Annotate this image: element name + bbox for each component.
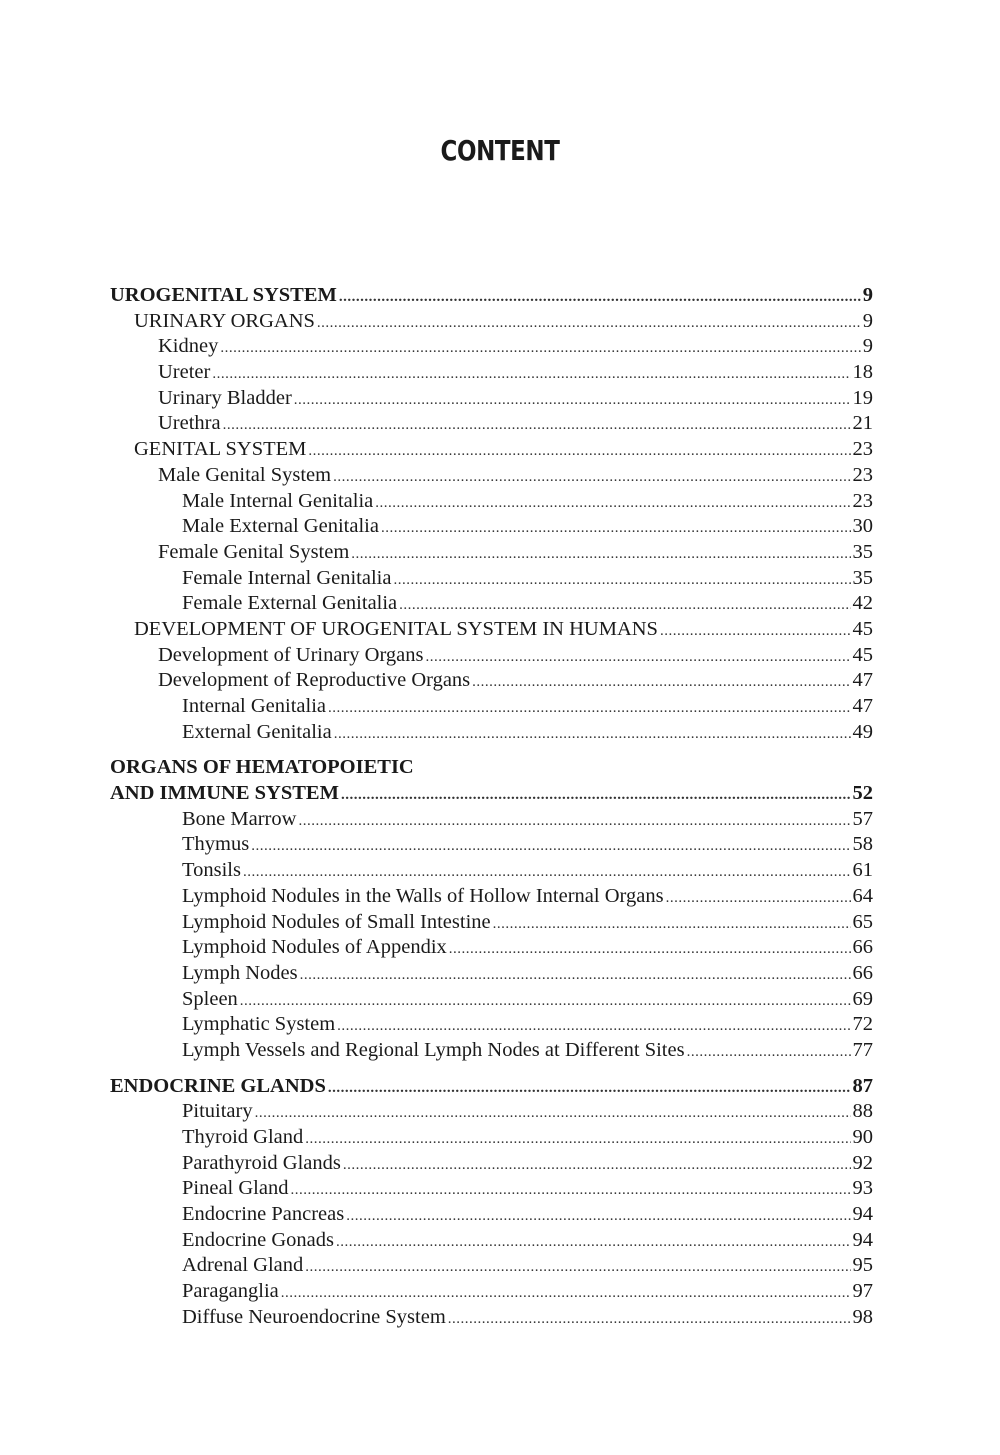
toc-entry-page: 45 bbox=[852, 643, 873, 666]
toc-entry-page: 35 bbox=[852, 566, 873, 589]
toc-entry[interactable] bbox=[110, 566, 873, 592]
dot-leader bbox=[334, 722, 851, 746]
toc-entry[interactable] bbox=[110, 1279, 873, 1305]
toc-entry-title: Bone Marrow bbox=[182, 807, 297, 830]
toc-entry-title: Female Internal Genitalia bbox=[182, 566, 392, 589]
toc-entry-title: Endocrine Pancreas bbox=[182, 1203, 345, 1226]
dot-leader bbox=[399, 593, 850, 617]
toc-entry-title: External Genitalia bbox=[182, 720, 332, 743]
toc-entry[interactable] bbox=[110, 617, 873, 643]
toc-entry[interactable] bbox=[110, 884, 873, 910]
toc-entry-page: 94 bbox=[852, 1228, 873, 1251]
dot-leader bbox=[666, 886, 851, 910]
toc-entry-title: AND IMMUNE SYSTEM bbox=[110, 782, 339, 805]
toc-entry[interactable] bbox=[110, 1305, 873, 1331]
toc-entry-title: Spleen bbox=[182, 987, 238, 1010]
dot-leader bbox=[341, 783, 851, 807]
dot-leader bbox=[375, 491, 850, 515]
toc-entry-title: Development of Urinary Organs bbox=[158, 643, 424, 666]
dot-leader bbox=[425, 645, 850, 669]
toc-entry[interactable] bbox=[110, 1012, 873, 1038]
toc-entry-title: Lymphoid Nodules of Appendix bbox=[182, 936, 447, 959]
toc-entry-page: 49 bbox=[852, 720, 873, 743]
toc-entry-page: 9 bbox=[862, 284, 873, 306]
toc-entry-page: 69 bbox=[852, 987, 873, 1010]
toc-entry-page: 64 bbox=[852, 884, 873, 907]
dot-leader bbox=[493, 912, 851, 936]
toc-entry-title: Thyroid Gland bbox=[182, 1126, 304, 1148]
toc-entry[interactable] bbox=[110, 807, 873, 833]
toc-entry-page: 42 bbox=[852, 592, 873, 615]
toc-entry[interactable] bbox=[110, 694, 873, 720]
dot-leader bbox=[243, 860, 851, 884]
toc-entry-title: Male External Genitalia bbox=[182, 515, 379, 538]
dot-leader bbox=[448, 1307, 851, 1331]
dot-leader bbox=[308, 439, 850, 463]
toc-entry-page: 23 bbox=[852, 489, 873, 512]
toc-entry[interactable] bbox=[110, 463, 873, 489]
toc-entry[interactable] bbox=[110, 961, 873, 987]
toc-entry[interactable] bbox=[110, 1176, 873, 1202]
toc-entry[interactable] bbox=[110, 489, 873, 515]
dot-leader bbox=[328, 696, 850, 720]
toc-entry-page: 88 bbox=[852, 1100, 873, 1123]
toc-entry[interactable] bbox=[110, 1074, 873, 1100]
toc-section-heading: ORGANS OF HEMATOPOIETIC bbox=[110, 756, 414, 779]
toc-entry-title: Urethra bbox=[158, 412, 221, 435]
toc-entry-title: Male Internal Genitalia bbox=[182, 489, 374, 512]
toc-entry-title: Lymph Vessels and Regional Lymph Nodes at Different Sites bbox=[182, 1038, 685, 1061]
toc-entry-page: 23 bbox=[852, 463, 873, 486]
toc-entry-page: 95 bbox=[852, 1254, 873, 1277]
toc-entry-title: Male Genital System bbox=[158, 463, 332, 486]
toc-entry[interactable] bbox=[110, 411, 873, 437]
toc-entry[interactable] bbox=[110, 1151, 873, 1177]
toc-entry[interactable] bbox=[110, 360, 873, 386]
toc-entry[interactable] bbox=[110, 1202, 873, 1228]
toc-section bbox=[110, 1074, 873, 1331]
dot-leader bbox=[305, 1127, 850, 1151]
dot-leader bbox=[687, 1040, 851, 1064]
toc-entry-page: 30 bbox=[852, 515, 873, 538]
toc-entry-page: 61 bbox=[852, 859, 873, 882]
dot-leader bbox=[393, 568, 850, 592]
table-of-contents bbox=[110, 283, 873, 1331]
toc-entry[interactable] bbox=[110, 1125, 873, 1151]
toc-entry-page: 52 bbox=[852, 782, 873, 805]
toc-entry-title: Female External Genitalia bbox=[182, 592, 398, 615]
toc-entry-page: 93 bbox=[852, 1177, 873, 1200]
toc-entry-title: Thymus bbox=[182, 833, 250, 856]
toc-entry-page: 72 bbox=[852, 1013, 873, 1036]
dot-leader bbox=[317, 311, 861, 335]
toc-entry-title: Lymph Nodes bbox=[182, 961, 298, 984]
dot-leader bbox=[290, 1178, 850, 1202]
toc-entry-title: Urinary Bladder bbox=[158, 386, 292, 409]
dot-leader bbox=[339, 285, 861, 309]
toc-entry[interactable] bbox=[110, 858, 873, 884]
toc-entry[interactable] bbox=[110, 910, 873, 936]
toc-section bbox=[110, 283, 873, 745]
toc-entry[interactable] bbox=[110, 720, 873, 746]
dot-leader bbox=[381, 516, 851, 540]
toc-entry[interactable] bbox=[110, 514, 873, 540]
toc-entry[interactable] bbox=[110, 643, 873, 669]
toc-entry-title: Lymphatic System bbox=[182, 1013, 336, 1036]
dot-leader bbox=[333, 465, 850, 489]
dot-leader bbox=[281, 1281, 851, 1305]
toc-entry-page: 47 bbox=[852, 669, 873, 692]
toc-entry-page: 47 bbox=[852, 695, 873, 717]
dot-leader bbox=[223, 413, 851, 437]
toc-entry-page: 77 bbox=[852, 1038, 873, 1061]
dot-leader bbox=[346, 1204, 850, 1228]
dot-leader bbox=[294, 388, 851, 412]
dot-leader bbox=[255, 1101, 851, 1125]
toc-entry-title: Pituitary bbox=[182, 1100, 253, 1123]
toc-entry-page: 21 bbox=[852, 412, 873, 435]
toc-entry-page: 97 bbox=[852, 1280, 873, 1303]
toc-entry-title: DEVELOPMENT OF UROGENITAL SYSTEM IN HUMANS bbox=[134, 617, 658, 640]
toc-entry-page: 66 bbox=[852, 961, 873, 984]
toc-entry-title: Female Genital System bbox=[158, 540, 350, 563]
dot-leader bbox=[305, 1255, 850, 1279]
dot-leader bbox=[660, 619, 851, 643]
toc-entry-title: UROGENITAL SYSTEM bbox=[110, 284, 337, 306]
dot-leader bbox=[351, 542, 850, 566]
toc-entry[interactable] bbox=[110, 283, 873, 309]
toc-entry-title: Pineal Gland bbox=[182, 1177, 289, 1200]
toc-entry-title: Tonsils bbox=[182, 859, 241, 882]
toc-entry-page: 66 bbox=[852, 936, 873, 959]
dot-leader bbox=[328, 1076, 851, 1100]
toc-entry[interactable] bbox=[110, 668, 873, 694]
toc-entry-page: 23 bbox=[852, 438, 873, 461]
dot-leader bbox=[343, 1153, 851, 1177]
toc-entry[interactable] bbox=[110, 1038, 873, 1064]
toc-entry[interactable] bbox=[110, 832, 873, 858]
toc-entry-title: GENITAL SYSTEM bbox=[134, 438, 307, 461]
toc-entry[interactable] bbox=[110, 309, 873, 335]
dot-leader bbox=[251, 834, 850, 858]
toc-entry[interactable] bbox=[110, 437, 873, 463]
toc-entry-title: Kidney bbox=[158, 335, 219, 358]
toc-entry-title: ENDOCRINE GLANDS bbox=[110, 1074, 326, 1097]
toc-entry-page: 87 bbox=[852, 1074, 873, 1097]
toc-entry[interactable] bbox=[110, 334, 873, 360]
dot-leader bbox=[298, 809, 850, 833]
page-title: CONTENT bbox=[440, 134, 560, 167]
dot-leader bbox=[336, 1230, 851, 1254]
toc-entry-title: Diffuse Neuroendocrine System bbox=[182, 1305, 446, 1328]
toc-entry-page: 98 bbox=[852, 1305, 873, 1328]
toc-entry-page: 57 bbox=[852, 807, 873, 830]
toc-entry[interactable] bbox=[110, 591, 873, 617]
toc-entry[interactable] bbox=[110, 987, 873, 1013]
dot-leader bbox=[240, 989, 851, 1013]
toc-entry-title: Parathyroid Glands bbox=[182, 1151, 341, 1174]
toc-entry[interactable] bbox=[110, 1228, 873, 1254]
dot-leader bbox=[212, 362, 850, 386]
toc-entry-title: Internal Genitalia bbox=[182, 695, 327, 717]
toc-entry-page: 35 bbox=[852, 540, 873, 563]
toc-entry-page: 9 bbox=[862, 309, 873, 332]
toc-entry-page: 94 bbox=[852, 1203, 873, 1226]
toc-entry-page: 19 bbox=[852, 386, 873, 409]
toc-entry-page: 90 bbox=[852, 1126, 873, 1148]
dot-leader bbox=[337, 1014, 850, 1038]
toc-entry-title: Ureter bbox=[158, 361, 211, 384]
toc-entry[interactable] bbox=[110, 1099, 873, 1125]
toc-entry-page: 65 bbox=[852, 910, 873, 933]
toc-entry-title: Development of Reproductive Organs bbox=[158, 669, 471, 692]
toc-entry-title: Lymphoid Nodules in the Walls of Hollow Internal Organs bbox=[182, 884, 664, 907]
toc-entry-title: Lymphoid Nodules of Small Intestine bbox=[182, 910, 491, 933]
toc-entry-page: 9 bbox=[862, 335, 873, 358]
dot-leader bbox=[472, 670, 850, 694]
toc-entry[interactable] bbox=[110, 1253, 873, 1279]
toc-entry[interactable] bbox=[110, 386, 873, 412]
toc-entry-title: URINARY ORGANS bbox=[134, 309, 315, 332]
toc-entry-title: Adrenal Gland bbox=[182, 1254, 304, 1277]
dot-leader bbox=[449, 937, 851, 961]
toc-entry[interactable] bbox=[110, 781, 873, 807]
toc-section bbox=[110, 755, 873, 1063]
toc-entry[interactable] bbox=[110, 935, 873, 961]
toc-entry[interactable] bbox=[110, 540, 873, 566]
dot-leader bbox=[220, 336, 860, 360]
toc-entry-page: 18 bbox=[852, 361, 873, 384]
toc-entry-title: Endocrine Gonads bbox=[182, 1228, 334, 1251]
dot-leader bbox=[300, 963, 851, 987]
toc-entry-page: 92 bbox=[852, 1151, 873, 1174]
toc-entry-title: Paraganglia bbox=[182, 1280, 279, 1303]
toc-entry-page: 58 bbox=[852, 833, 873, 856]
toc-entry-page: 45 bbox=[852, 617, 873, 640]
